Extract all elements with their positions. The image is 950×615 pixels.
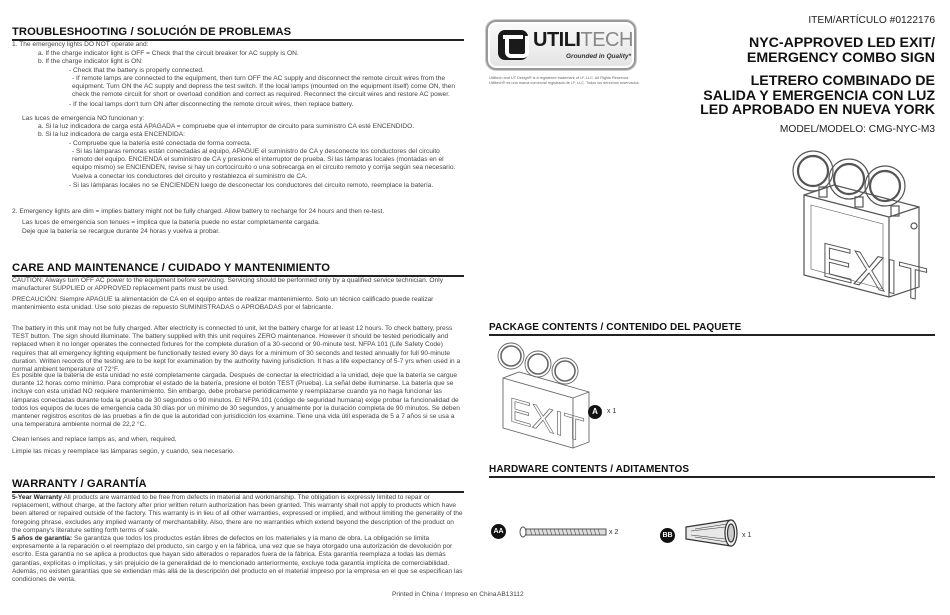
ts-item1b3-es: - Si las lámparas locales no se ENCIENDEN luego de desconectar los conductores del circuito remoto, reemplace la batería.: [69, 182, 434, 189]
warranty-es-label: 5 años de garantía:: [12, 535, 73, 542]
care-clean-es: Limpie las micas y reemplace las lámparas según, y cuando, sea necesario.: [12, 448, 235, 455]
exit-sign-icon: [493, 340, 593, 450]
logo-wordmark: UTILITECH: [533, 29, 633, 51]
ts-item1b3-en: - If the local lamps don't turn ON after disconnecting the remote circuit wires, then replace battery.: [69, 101, 354, 108]
ts-item1-en: 1. The emergency lights DO NOT operate and:: [12, 41, 149, 48]
warranty-es: [12, 535, 464, 584]
ts-item2-en: 2. Emergency lights are dim = implies battery might not be fully charged. Allow battery to recharge for 24 hours and then re-test.: [12, 208, 385, 215]
hardware-contents-heading: HARDWARE CONTENTS / ADITAMENTOS: [489, 464, 935, 478]
warranty-heading: WARRANTY / GARANTÍA: [12, 478, 464, 493]
ts-item2-es-2: Deje que la batería se recargue durante 24 horas y vuelva a probar.: [22, 228, 220, 235]
warranty-es-text: Se garantiza que todos los productos están libres de defectos en los materiales y la mano de obra. La obligación se limita expresamente a la reparación o el reemplazo del producto, sin cargo y en la fábrica, una vez que se haya otorgado una autorización de devolución por escrito. Esta garantía no se aplica a productos que hayan sido alterados o reparados fuera de la fábrica. Esta garantía reemplaza a todas las demás garantías, explícitas o implícitas, y sin prejuicio de la generalidad de lo mencionado anteriormente, excluye toda garantía implícita de comerciabilidad. Además, no existen garantías que se extiendan más allá de la descripción del producto en el material impreso por la empresa en el que se especifican las condiciones de venta.: [12, 535, 463, 584]
document-code: AB13112: [497, 591, 524, 598]
printed-in-label: Printed in China / Impreso en China: [392, 591, 497, 598]
part-label-bb: BB: [660, 528, 675, 543]
ts-item1a-en: a. If the charge indicator light is OFF = Check that the circuit breaker for AC supply is ON.: [38, 50, 299, 57]
svg-text:EXIT: EXIT: [821, 233, 928, 313]
left-column: [12, 0, 497, 615]
part-bb-qty: x 1: [742, 532, 752, 539]
troubleshooting-heading: TROUBLESHOOTING / SOLUCIÓN DE PROBLEMAS: [12, 26, 464, 41]
logo-tagline: Grounded in Quality*: [566, 53, 632, 60]
model-number: MODEL/MODELO: CMG-NYC-M3: [779, 124, 935, 135]
ts-item1a-es: a. Si la luz indicadora de carga está APAGADA = compruebe que el interruptor de circuito para suministro CA esté ENCENDIDO.: [38, 123, 415, 130]
care-heading: CARE AND MAINTENANCE / CUIDADO Y MANTENIMIENTO: [12, 262, 464, 277]
screw-icon: [518, 526, 608, 538]
part-aa-qty: x 2: [609, 529, 619, 536]
ts-item1b2-es: - Si las lámparas remotas están conectadas al equipo, APAGUE el suministro de CA y desconecte los conductores del circuito remoto del equipo. ENCIENDA el suministro de CA y presione el interruptor de prueba. Si las lámparas locales (montadas en el equipo mismo) se ENCIENDEN, revise si hay un cortocircuito o una sobrecarga en el circuito remoto y corrija según sea necesario. Vuelva a conectar los conductores del circuito y restablezca el suministro de CA.: [72, 148, 456, 180]
care-caution-en: CAUTION: Always turn OFF AC power to the equipment before servicing. Servicing should be performed only by a qualified service technician. Only manufacturer SUPPLIED or APPROVED replacement parts must be used.: [12, 277, 443, 293]
product-title-en: NYC-APPROVED LED EXIT/ EMERGENCY COMBO SIGN: [746, 35, 935, 66]
ts-item2-es-1: Las luces de emergencia son tenues = implica que la batería puede no estar completamente cargada.: [22, 219, 320, 226]
ts-item1b1-en: - Check that the battery is properly connected.: [69, 67, 204, 74]
care-battery-en: The battery in this unit may not be fully charged. After electricity is connected to unit, let the battery charge for at least 12 hours. To check battery, press TEST button. The sign should illuminate. The battery supplied with this unit requires ZERO maintenance. However it should be tested periodically and replaced when it no longer operates the connected fixtures for the complete duration of a 30-second or 90-minute test. NFPA 101 (Life Safety Code) requires that all emergency lighting equipment be functionally tested every 30 days for a minimum of 30 seconds and tested annually for full 90-minute duration. Written records of the testing are to be kept for examination by the authority having jurisdiction. It has a life expectancy of 5-7 yrs when used in a normal ambient temperature of 72°F.: [12, 325, 461, 374]
ts-item1b2-en: - If remote lamps are connected to the equipment, then turn OFF the AC supply and disconnect the remote circuit wires from the equipment. Turn ON the AC supply and depress the test switch. If the local lamps (mounted on the equipment itself) come ON, then check the remote circuit for short or overload condition and correct as required. Reconnect the circuit wires and restore AC power.: [72, 75, 456, 99]
care-caution-es: PRECAUCIÓN: Siempre APAGUE la alimentación de CA en el equipo antes de realizar mantenimiento. Solo un técnico calificado puede realizar mantenimiento esta unidad. Use solo piezas de repuesto SUMINISTRADAS o APROBADAS por el fabricante.: [12, 296, 434, 312]
ts-item1b-en: b. If the charge indicator light is ON:: [38, 58, 143, 65]
ts-item1b-es: b. Si la luz indicadora de carga está ENCENDIDA:: [38, 131, 185, 138]
ts-item1b1-es: - Compruebe que la batería esté conectada de forma correcta.: [69, 140, 252, 147]
warranty-en-label: 5-Year Warranty: [12, 494, 62, 501]
item-number: ITEM/ARTÍCULO #0122176: [808, 15, 935, 26]
warranty-en: [12, 494, 464, 535]
ts-item1-es: Las luces de emergencia NO funcionan y:: [22, 115, 145, 122]
right-column: [489, 0, 939, 615]
utilitech-logo: [486, 20, 636, 70]
exit-sign-illustration-icon: [699, 147, 939, 317]
product-title-es: LETRERO COMBINADO DE SALIDA Y EMERGENCIA CON LUZ LED APROBADO EN NUEVA YORK: [700, 73, 935, 118]
part-a-qty: x 1: [607, 408, 617, 415]
part-label-a: A: [588, 405, 602, 419]
trademark-notice: Utilitech and UT Design® is a registered trademark of LF, LLC. All Rights Reserved. Utilitech® es una marca comercial registrada de LF, LLC. Todos los derechos reservados.: [489, 76, 640, 85]
package-contents-heading: PACKAGE CONTENTS / CONTENIDO DEL PAQUETE: [489, 322, 935, 336]
care-battery-es: Es posible que la batería de esta unidad no esté completamente cargada. Después de conectar la electricidad a la unidad, deje que la batería se cargue durante 12 horas como mínimo. Para comprobar el estado de la batería, presione el botón TEST (Prueba). La señal debe iluminarse. La batería que se incluye con esta unidad NO requiere mantenimiento. Sin embargo, debe probarse periódicamente y reemplazarse cuando ya no haga funcionar las lámparas conectadas durante toda la prueba de 30 segundos o 90 minutos. El NFPA 101 (código de seguridad humana) exige probar la funcionalidad de todos los equipos de luces de emergencia cada 30 días por un mínimo de 30 segundos, y anualmente por la duración completa de 90 minutos. Se deben mantener registros escritos de las pruebas a fin de que la autoridad con jurisdicción los examine. Tiene una vida útil esperada de 5 a 7 años si se usa a una temperatura ambiente normal de 22,2 °C.: [12, 372, 460, 429]
warranty-en-text: All products are warranted to be free from defects in material and workmanship. The obligation is expressly limited to repair or replacement, without charge, at the factory after prior written return authorization has been granted. This warranty shall not apply to products which have been altered or repaired outside of the factory. This warranty is in lieu of all other warranties, expressed or implied, and without limiting the generality of the foregoing phrase, excludes any implied warranty of merchantability. Also, there are no warranties which extend beyond the description of the product on the company's literature setting forth terms of sale.: [12, 494, 463, 534]
part-label-aa: AA: [491, 524, 506, 539]
care-clean-en: Clean lenses and replace lamps as, and when, required.: [12, 436, 177, 443]
ut-logo-icon: [498, 30, 528, 60]
wire-nut-icon: [683, 517, 741, 549]
svg-text:EXIT: EXIT: [509, 391, 585, 450]
